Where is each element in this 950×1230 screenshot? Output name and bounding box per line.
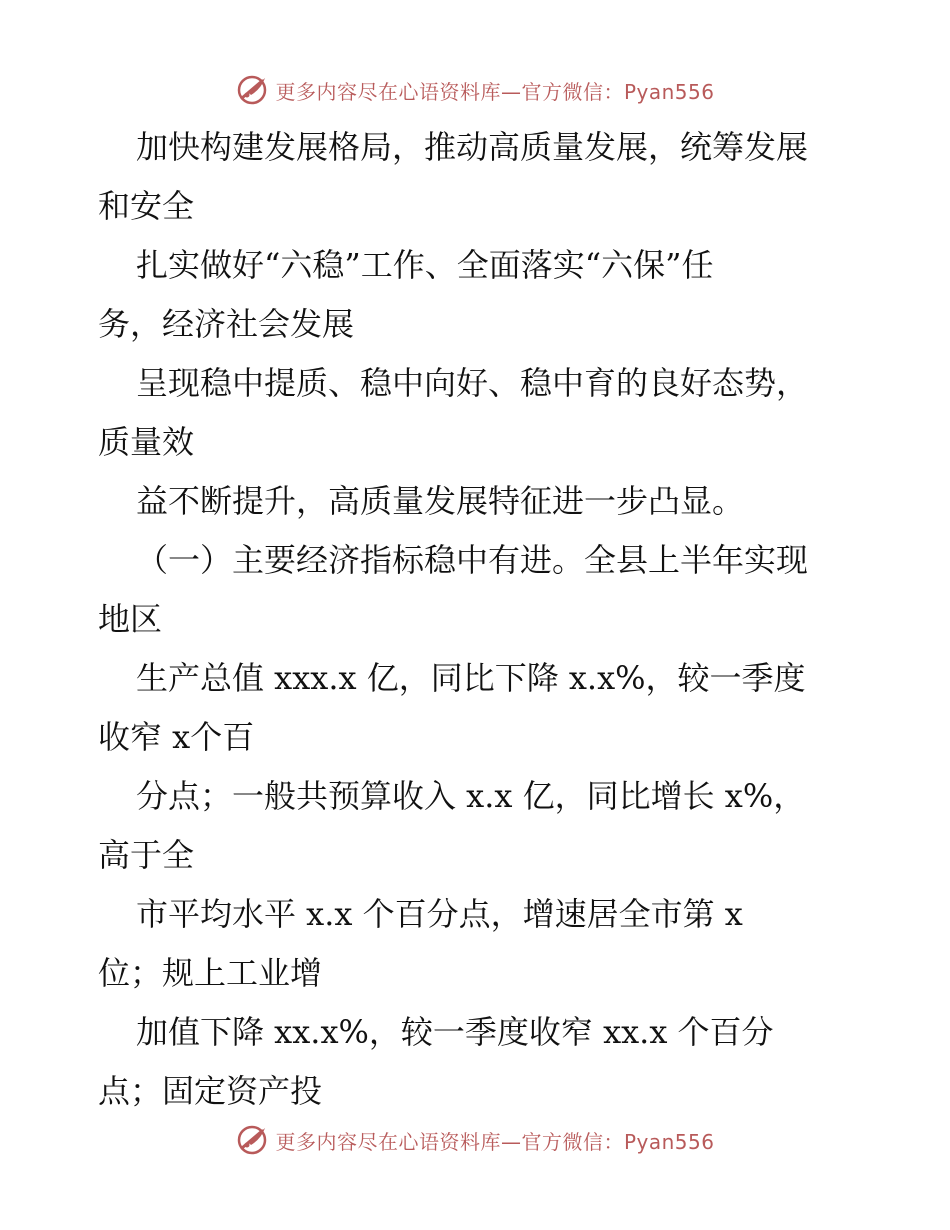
text-line: 高于全	[98, 836, 195, 874]
header-watermark	[0, 70, 950, 110]
quill-logo-icon	[235, 73, 269, 107]
text-line: 收窄 x个百	[98, 718, 255, 756]
text-line: 位；规上工业增	[98, 954, 323, 992]
body-text	[98, 118, 858, 1121]
text-line: 市平均水平 x.x 个百分点，增速居全市第 x	[136, 895, 743, 933]
text-line: 质量效	[98, 423, 195, 461]
text-line: 呈现稳中提质、稳中向好、稳中育的良好态势，	[136, 364, 809, 402]
text-line: 加值下降 xx.x%，较一季度收窄 xx.x 个百分	[136, 1013, 774, 1051]
text-line: 地区	[98, 600, 163, 638]
text-line: 加快构建发展格局，推动高质量发展，统筹发展	[136, 128, 809, 166]
text-line: 扎实做好“六稳”工作、全面落实“六保”任	[136, 246, 714, 284]
text-line: 生产总值 xxx.x 亿，同比下降 x.x%，较一季度	[136, 659, 806, 697]
text-line: 分点；一般共预算收入 x.x 亿，同比增长 x%，	[136, 777, 806, 815]
text-line: 点；固定资产投	[98, 1072, 323, 1110]
text-line: （一）主要经济指标稳中有进。全县上半年实现	[136, 541, 809, 579]
watermark-text: 更多内容尽在心语资料库—官方微信：Pyan556	[275, 79, 715, 104]
text-line: 和安全	[98, 187, 195, 225]
footer-watermark	[0, 1120, 950, 1160]
quill-logo-icon	[235, 1123, 269, 1157]
text-line: 务，经济社会发展	[98, 305, 355, 343]
text-line: 益不断提升，高质量发展特征进一步凸显。	[136, 482, 745, 520]
watermark-text: 更多内容尽在心语资料库—官方微信：Pyan556	[275, 1129, 715, 1154]
